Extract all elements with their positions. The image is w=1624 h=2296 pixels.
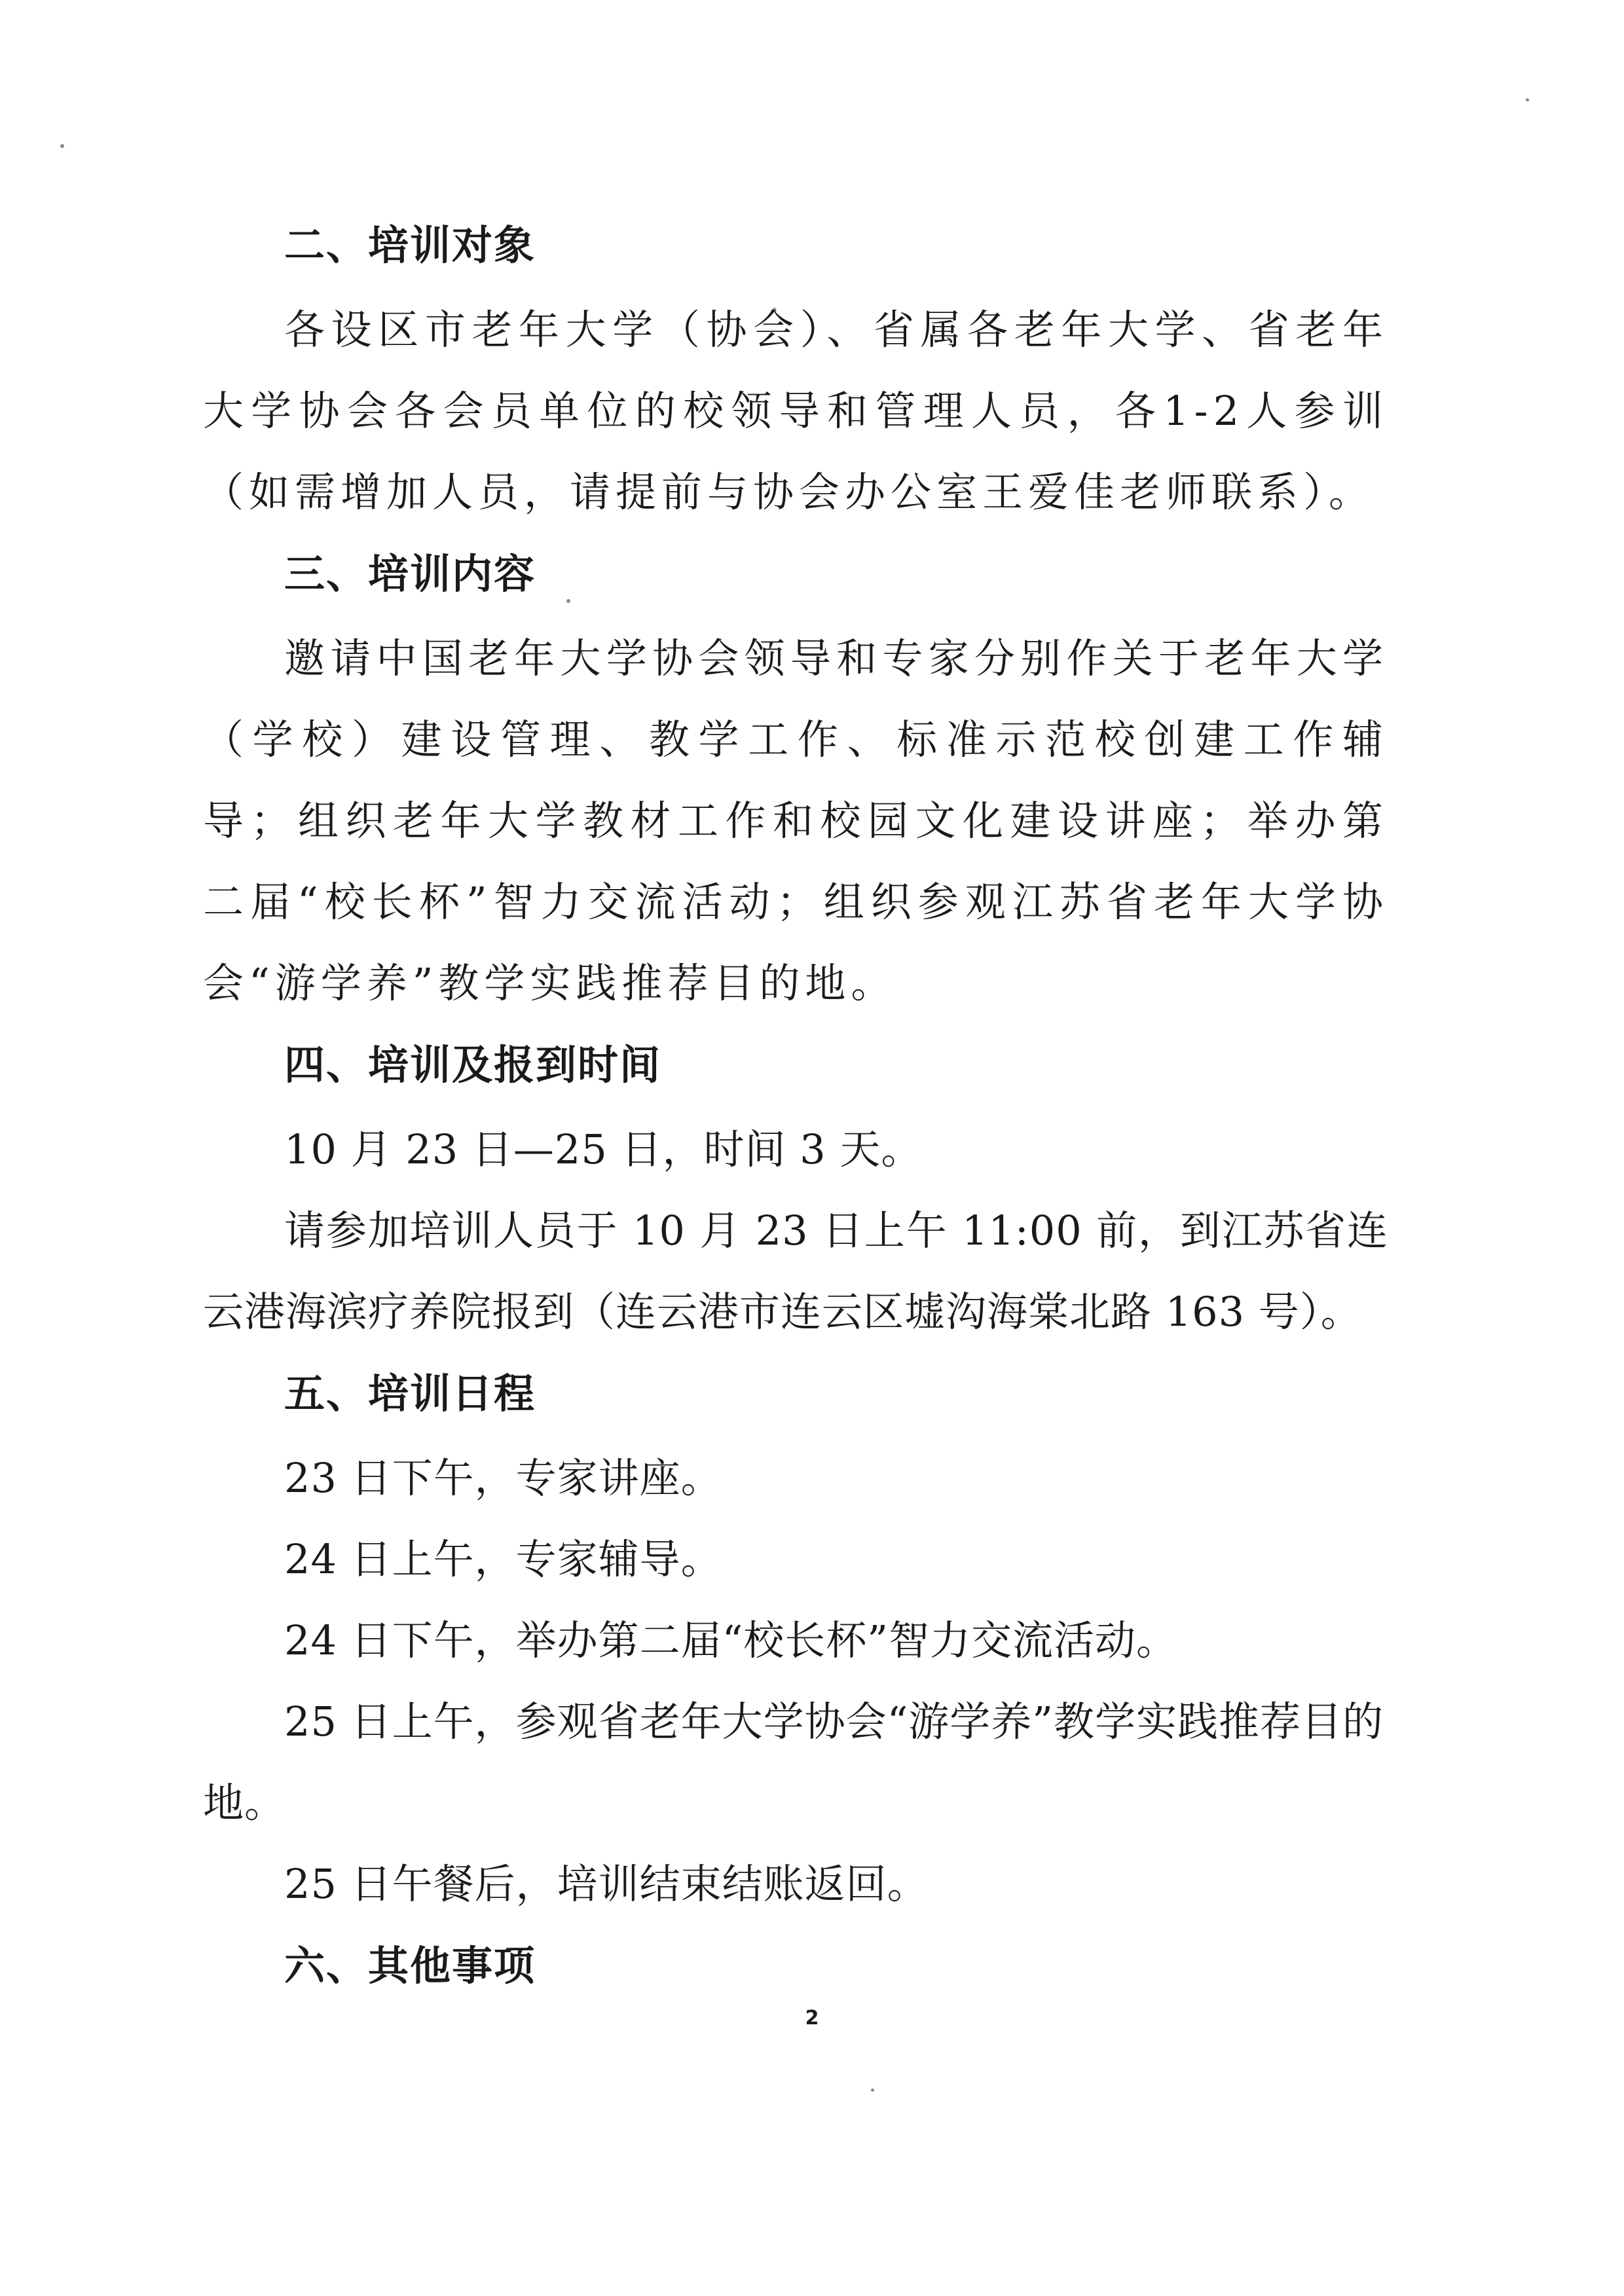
- scan-speck: [1526, 98, 1529, 101]
- registration-paragraph: 请参加培训人员于 10 月 23 日上午 11:00 前，到江苏省连云港海滨疗养院报到（连云港市连云区墟沟海棠北路 163 号）。: [203, 1207, 1388, 1336]
- document-body: [203, 216, 1388, 2010]
- schedule-item: 24 日上午，专家辅导。: [284, 1535, 722, 1583]
- schedule-item: 23 日下午，专家讲座。: [284, 1454, 722, 1502]
- schedule-item: 25 日午餐后，培训结束结账返回。: [284, 1860, 929, 1908]
- schedule-item: 24 日下午，举办第二届“校长杯”智力交流活动。: [284, 1616, 1177, 1664]
- target-audience-paragraph: 各设区市老年大学（协会）、省属各老年大学、省老年大学协会各会员单位的校领导和管理人员，各1-2人参训（如需增加人员，请提前与协会办公室王爱佳老师联系）。: [203, 306, 1388, 516]
- section-heading-other-matters: 六、其他事项: [284, 1942, 536, 1990]
- scan-speck: [60, 144, 64, 148]
- page-number: 2: [805, 2007, 819, 2030]
- schedule-item: 25 日上午，参观省老年大学协会“游学养”教学实践推荐目的地。: [203, 1698, 1384, 1827]
- training-content-paragraph: 邀请中国老年大学协会领导和专家分别作关于老年大学（学校）建设管理、教学工作、标准示范校创建工作辅导；组织老年大学教材工作和校园文化建设讲座；举办第二届“校长杯”智力交流活动；组织参观江苏省老年大学协会“游学养”教学实践推荐目的地。: [203, 634, 1388, 1007]
- scan-speck: [871, 2088, 874, 2092]
- section-heading-training-content: 三、培训内容: [284, 550, 536, 598]
- section-heading-training-time: 四、培训及报到时间: [284, 1041, 662, 1089]
- section-heading-target-audience: 二、培训对象: [284, 221, 536, 269]
- section-heading-training-schedule: 五、培训日程: [284, 1370, 536, 1417]
- training-dates-paragraph: 10 月 23 日—25 日，时间 3 天。: [284, 1125, 923, 1173]
